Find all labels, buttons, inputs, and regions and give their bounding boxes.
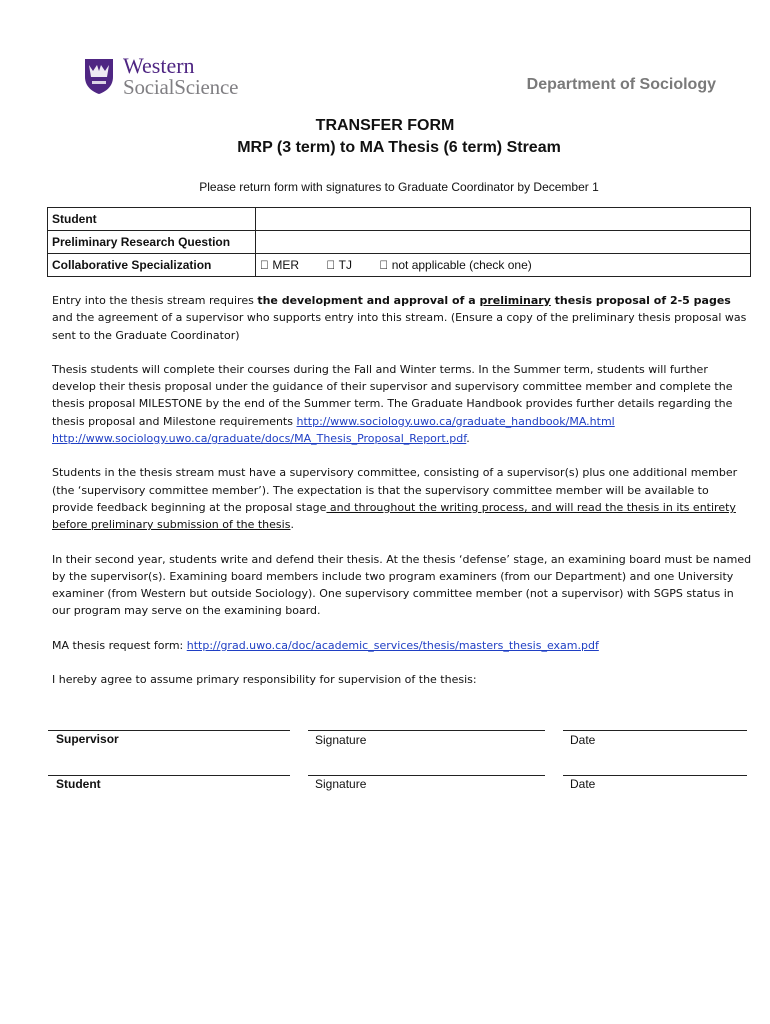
text: . [466, 432, 470, 446]
text: I hereby agree to assume primary responsibility for supervision of the thesis: [52, 673, 477, 687]
paragraph-request-form [52, 637, 752, 654]
text-bold: the development and approval of a [257, 294, 480, 307]
paragraph-defense [52, 551, 752, 620]
text: . [290, 518, 294, 532]
checkbox-not-applicable[interactable]: not applicable (check one) [354, 258, 495, 272]
text: Thesis students will complete their courses during the Fall and Winter terms. In the Summer term, students will further develop their thesis proposal under the guidance of their supervisor and supervisory committee member and complete the thesis proposal MILESTONE by the end of the Summer term. The Graduate Handbook provides further details regarding the thesis proposal and Milestone requirements [52, 362, 733, 428]
table-row [48, 208, 751, 231]
date-label: Date [570, 733, 596, 747]
signature-label: Signature [315, 777, 367, 791]
proposal-report-link[interactable]: http://www.sociology.uwo.ca/graduate/docs/MA_Thesis_Proposal_Report.pdf [52, 432, 467, 446]
text: In their second year, students write and defend their thesis. At the thesis ‘defense’ stage, an examining board must be named by the supervisor(s). Examining board members include two program examiners (from our Department) and one University examiner (from Western but outside Sociology). One supervisory committee member (not a supervisor) with SGPS status in our program may serve on the examining board. [52, 552, 752, 618]
paragraph-committee [52, 464, 752, 533]
research-question-label: Preliminary Research Question [48, 231, 256, 254]
student-name-line[interactable] [48, 775, 290, 776]
shield-crest-icon [83, 57, 115, 95]
checkbox-mer[interactable]: MER [260, 258, 287, 272]
supervisor-date-line[interactable] [563, 730, 747, 731]
paragraph-entry [52, 292, 752, 344]
text-underline: and throughout the writing process, and will read the thesis in its entirety before preliminary submission of the thesis [52, 500, 736, 532]
text: MA thesis request form: [52, 638, 187, 652]
logo-word-western: Western [123, 53, 195, 78]
form-body [52, 292, 752, 705]
form-subtitle: MRP (3 term) to MA Thesis (6 term) Stream [237, 139, 561, 156]
student-signature-name-label: Student [56, 777, 101, 791]
text: Students in the thesis stream must have a supervisory committee, consisting of a supervisor(s) plus one additional member (the ‘supervisory committee member’). The expectation is that the supervisory committee member will be available to provide feedback beginning at the proposal stage [52, 466, 738, 514]
text: Entry into the thesis stream requires [52, 294, 258, 307]
checkbox-tj[interactable]: TJ [314, 258, 328, 272]
collaborative-specialization-label: Collaborative Specialization [48, 254, 256, 277]
student-signature-line[interactable] [308, 775, 545, 776]
western-social-science-logo [83, 53, 273, 99]
thesis-request-form-link[interactable]: http://grad.uwo.ca/doc/academic_services/thesis/masters_thesis_exam.pdf [186, 638, 599, 652]
supervisor-label: Supervisor [56, 732, 119, 746]
text-bold: thesis proposal of 2-5 pages [550, 294, 731, 307]
research-question-field[interactable] [256, 231, 751, 254]
return-note: Please return form with signatures to Graduate Coordinator by December 1 [199, 180, 599, 194]
student-label: Student [48, 208, 256, 231]
text: and the agreement of a supervisor who supports entry into this stream. (Ensure a copy of the preliminary thesis proposal was sent to the Graduate Coordinator) [52, 311, 747, 342]
supervisor-name-line[interactable] [48, 730, 290, 731]
student-field[interactable] [256, 208, 751, 231]
text-bold-underline: preliminary [479, 294, 551, 307]
table-row [48, 231, 751, 254]
logo-word-social-science: SocialScience [123, 75, 239, 99]
form-title: TRANSFER FORM [315, 117, 455, 134]
paragraph-courses [52, 361, 752, 447]
collaborative-specialization-options [256, 254, 751, 277]
signature-label: Signature [315, 733, 367, 747]
paragraph-agreement [52, 671, 752, 688]
date-label: Date [570, 777, 596, 791]
table-row [48, 254, 751, 277]
supervisor-signature-line[interactable] [308, 730, 545, 731]
student-info-table [47, 207, 751, 277]
department-name: Department of Sociology [526, 76, 716, 93]
handbook-link[interactable]: http://www.sociology.uwo.ca/graduate_handbook/MA.html [296, 414, 615, 428]
student-date-line[interactable] [563, 775, 747, 776]
